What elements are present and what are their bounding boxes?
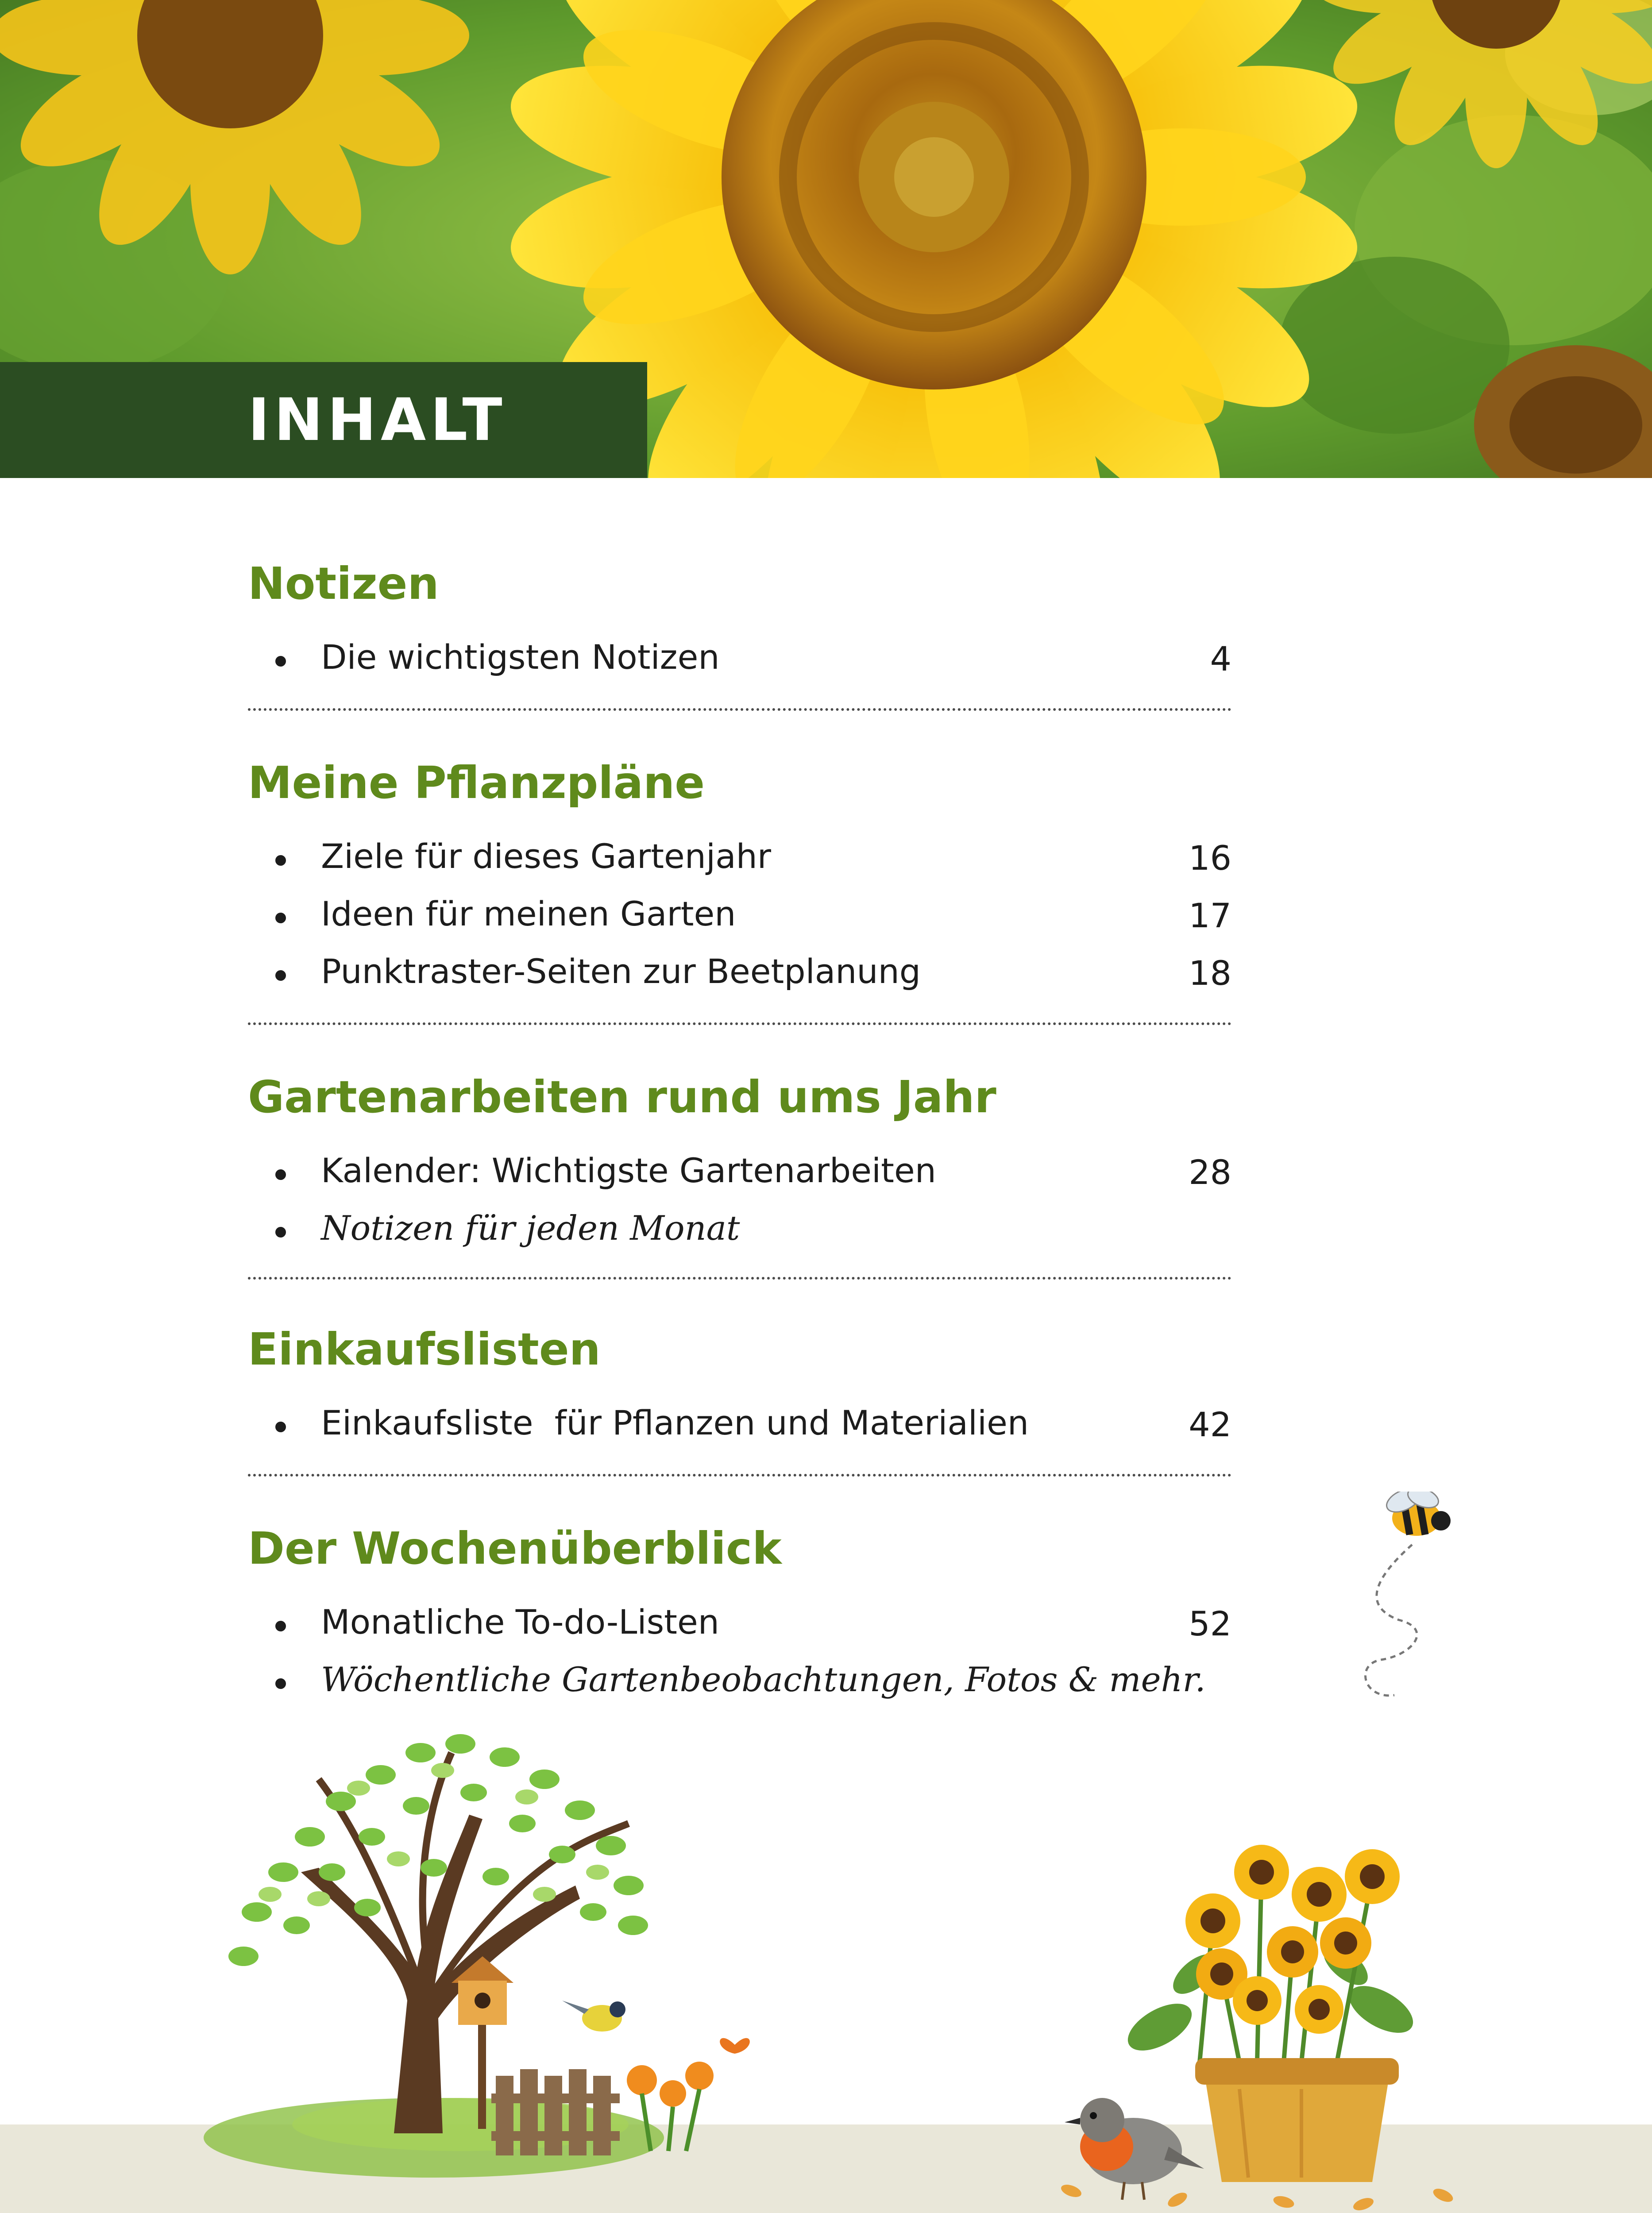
bee-icon [1346, 1492, 1478, 1722]
bullet-icon [275, 1422, 286, 1432]
toc-entry-label: Punktraster-Seiten zur Beetplanung [321, 952, 921, 991]
toc-entry-page: 28 [1189, 1153, 1231, 1192]
toc-entry-page: 16 [1189, 838, 1231, 878]
toc-entry[interactable] [248, 1403, 1231, 1452]
toc-entry[interactable] [248, 952, 1231, 1000]
bullet-icon [275, 1678, 286, 1689]
section-title: Der Wochenüberblick [248, 1523, 782, 1574]
page-title-banner [0, 362, 647, 478]
toc-entry-label: Ziele für dieses Gartenjahr [321, 837, 772, 876]
toc-entry[interactable] [248, 1602, 1231, 1651]
section-divider [248, 1277, 1231, 1280]
tree-with-birdhouse-icon [186, 1726, 797, 2186]
bullet-icon [275, 913, 286, 923]
toc-entry[interactable] [248, 1208, 1231, 1257]
toc-entry[interactable] [248, 894, 1231, 943]
section-title: Notizen [248, 558, 439, 609]
hero-sunflower-photo [0, 0, 1652, 478]
toc-entry-label: Einkaufsliste für Pflanzen und Materialien [321, 1403, 1029, 1442]
toc-entry-label: Die wichtigsten Notizen [321, 637, 720, 677]
toc-entry-label: Kalender: Wichtigste Gartenarbeiten [321, 1151, 936, 1190]
section-title: Meine Pflanzpläne [248, 757, 705, 809]
toc-entry-page: 52 [1189, 1604, 1231, 1643]
page-title: INHALT [248, 386, 507, 454]
toc-entry-label: Monatliche To-do-Listen [321, 1602, 719, 1642]
toc-entry-page: 42 [1189, 1405, 1231, 1444]
toc-entry[interactable] [248, 637, 1231, 686]
toc-entry[interactable] [248, 837, 1231, 885]
potted-sunflowers-with-robin-icon [1054, 1841, 1461, 2213]
toc-entry-label: Wöchentliche Gartenbeobachtungen, Fotos & mehr. [321, 1660, 1206, 1699]
toc-entry-page: 18 [1189, 953, 1231, 993]
section-divider [248, 1474, 1231, 1477]
bullet-icon [275, 1169, 286, 1180]
toc-entry-page: 17 [1189, 896, 1231, 935]
bullet-icon [275, 656, 286, 667]
toc-entry[interactable] [248, 1660, 1231, 1708]
section-title: Gartenarbeiten rund ums Jahr [248, 1071, 996, 1123]
section-title: Einkaufslisten [248, 1323, 601, 1375]
bullet-icon [275, 855, 286, 866]
toc-entry[interactable] [248, 1151, 1231, 1199]
toc-entry-page: 4 [1210, 639, 1231, 679]
toc-entry-label: Notizen für jeden Monat [321, 1208, 740, 1248]
bullet-icon [275, 1227, 286, 1238]
toc-entry-label: Ideen für meinen Garten [321, 894, 736, 933]
section-divider [248, 708, 1231, 711]
bullet-icon [275, 970, 286, 981]
bullet-icon [275, 1621, 286, 1631]
section-divider [248, 1022, 1231, 1025]
